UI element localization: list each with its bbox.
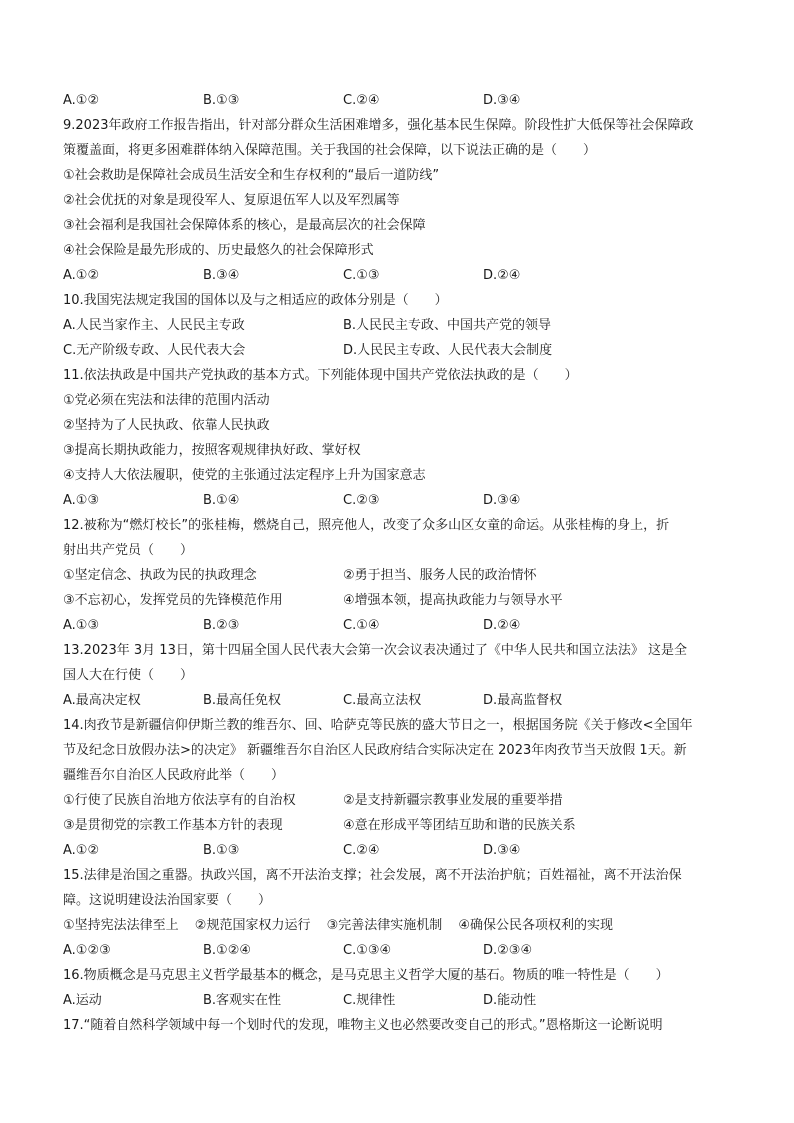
question-stem: 10.我国宪法规定我国的国体以及与之相适应的政体分别是（ ） (63, 293, 448, 308)
options-row (63, 263, 735, 288)
question-stem: 射出共产党员（ ） (63, 543, 194, 558)
statement-row (63, 788, 735, 813)
question-stem: 11.依法执政是中国共产党执政的基本方式。下列能体现中国共产党依法执政的是（ ） (63, 368, 578, 383)
option-d[interactable]: D.③④ (483, 93, 521, 108)
option-a[interactable]: A.①② (63, 93, 100, 108)
statement-item: ②规范国家权力运行 (194, 918, 311, 933)
option-b[interactable]: B.最高任免权 (203, 693, 282, 708)
option-a[interactable]: A.①③ (63, 618, 100, 633)
question-stem: 疆维吾尔自治区人民政府此举（ ） (63, 768, 285, 783)
statement-item: ④意在形成平等团结互助和谐的民族关系 (343, 818, 576, 833)
option-c[interactable]: C.无产阶级专政、人民代表大会 (63, 343, 246, 358)
statement-row (63, 563, 735, 588)
option-b[interactable]: B.人民民主专政、中国共产党的领导 (343, 318, 552, 333)
statement-item: ③完善法律实施机制 (326, 918, 443, 933)
question-stem: 14.肉孜节是新疆信仰伊斯兰教的维吾尔、回、哈萨克等民族的盛大节日之一，根据国务院《关于修改<全国年 (63, 718, 693, 733)
statement-item: ②社会优抚的对象是现役军人、复原退伍军人以及军烈属等 (63, 193, 400, 208)
option-d[interactable]: D.②③④ (483, 943, 533, 958)
option-d[interactable]: D.能动性 (483, 993, 537, 1008)
statement-item: ③提高长期执政能力，按照客观规律执好政、掌好权 (63, 443, 361, 458)
statement-item: ②是支持新疆宗教事业发展的重要举措 (343, 793, 563, 808)
statement-item: ①党必须在宪法和法律的范围内活动 (63, 393, 270, 408)
question-17 (63, 1013, 735, 1038)
option-c[interactable]: C.②③ (343, 493, 380, 508)
statement-item: ①社会救助是保障社会成员生活安全和生存权利的“最后一道防线” (63, 168, 440, 183)
question-stem: 16.物质概念是马克思主义哲学最基本的概念，是马克思主义哲学大厦的基石。物质的唯一特性是（ ） (63, 968, 669, 983)
statement-item: ①行使了民族自治地方依法享有的自治权 (63, 793, 296, 808)
statement-item: ④社会保险是最先形成的、历史最悠久的社会保障形式 (63, 243, 374, 258)
statement-item: ②勇于担当、服务人民的政治情怀 (343, 568, 537, 583)
statement-item: ①坚定信念、执政为民的执政理念 (63, 568, 257, 583)
option-d[interactable]: D.③④ (483, 493, 521, 508)
statement-item: ④增强本领，提高执政能力与领导水平 (343, 593, 563, 608)
question-stem: 15.法律是治国之重器。执政兴国，离不开法治支撑；社会发展，离不开法治护航；百姓福祉，离不开法治保 (63, 868, 682, 883)
question-13 (63, 638, 735, 713)
option-c[interactable]: C.②④ (343, 93, 380, 108)
statement-item: ④支持人大依法履职，使党的主张通过法定程序上升为国家意志 (63, 468, 426, 483)
question-stem: 13.2023年 3月 13日，第十四届全国人民代表大会第一次会议表决通过了《中华人民共和国立法法》 这是全 (63, 643, 687, 658)
option-b[interactable]: B.客观实在性 (203, 993, 282, 1008)
option-c[interactable]: C.①④ (343, 618, 380, 633)
question-stem: 17.“随着自然科学领域中每一个划时代的发现，唯物主义也必然要改变自己的形式。”恩格斯这一论断说明 (63, 1018, 663, 1033)
option-b[interactable]: B.①④ (203, 493, 240, 508)
options-row (63, 688, 735, 713)
option-c[interactable]: C.②④ (343, 843, 380, 858)
question-stem: 国人大在行使（ ） (63, 668, 194, 683)
option-a[interactable]: A.①②③ (63, 943, 111, 958)
question-stem: 策覆盖面，将更多困难群体纳入保障范围。关于我国的社会保障，以下说法正确的是（ ） (63, 143, 597, 158)
question-9 (63, 113, 735, 288)
option-b[interactable]: B.①③ (203, 93, 240, 108)
option-b[interactable]: B.①③ (203, 843, 240, 858)
question-16 (63, 963, 735, 1013)
options-row (63, 488, 735, 513)
question-12 (63, 513, 735, 638)
option-c[interactable]: C.规律性 (343, 993, 396, 1008)
option-a[interactable]: A.①③ (63, 493, 100, 508)
options-row (63, 938, 735, 963)
option-d[interactable]: D.②④ (483, 618, 521, 633)
option-d[interactable]: D.最高监督权 (483, 693, 563, 708)
question-stem: 9.2023年政府工作报告指出，针对部分群众生活困难增多，强化基本民生保障。阶段性扩大低保等社会保障政 (63, 118, 694, 133)
option-a[interactable]: A.①② (63, 268, 100, 283)
question-stem: 节及纪念日放假办法>的决定》 新疆维吾尔自治区人民政府结合实际决定在 2023年肉孜节当天放假 1天。新 (63, 743, 687, 758)
question-10 (63, 288, 735, 363)
statement-item: ②坚持为了人民执政、依靠人民执政 (63, 418, 270, 433)
question-stem: 12.被称为“燃灯校长”的张桂梅，燃烧自己，照亮他人，改变了众多山区女童的命运。从张桂梅的身上，折 (63, 518, 670, 533)
question-stem: 障。这说明建设法治国家要（ ） (63, 893, 272, 908)
question-14 (63, 713, 735, 863)
question-11 (63, 363, 735, 513)
options-row (63, 338, 735, 363)
option-c[interactable]: C.①③ (343, 268, 380, 283)
statement-row (63, 588, 735, 613)
statement-item: ③不忘初心，发挥党员的先锋模范作用 (63, 593, 283, 608)
options-row (63, 988, 735, 1013)
top-options-row (63, 88, 735, 113)
option-c[interactable]: C.①③④ (343, 943, 392, 958)
option-a[interactable]: A.最高决定权 (63, 693, 141, 708)
option-a[interactable]: A.人民当家作主、人民民主专政 (63, 318, 245, 333)
statement-item: ④确保公民各项权利的实现 (458, 918, 614, 933)
statement-item: ①坚持宪法法律至上 (63, 918, 179, 933)
question-15 (63, 863, 735, 963)
option-a[interactable]: A.运动 (63, 993, 102, 1008)
option-d[interactable]: D.人民民主专政、人民代表大会制度 (343, 343, 553, 358)
option-a[interactable]: A.①② (63, 843, 100, 858)
options-row (63, 313, 735, 338)
statement-row (63, 913, 735, 938)
statement-row (63, 813, 735, 838)
option-b[interactable]: B.①②④ (203, 943, 252, 958)
option-b[interactable]: B.③④ (203, 268, 240, 283)
option-c[interactable]: C.最高立法权 (343, 693, 422, 708)
statement-item: ③社会福利是我国社会保障体系的核心，是最高层次的社会保障 (63, 218, 426, 233)
option-d[interactable]: D.②④ (483, 268, 521, 283)
options-row (63, 613, 735, 638)
option-b[interactable]: B.②③ (203, 618, 240, 633)
options-row (63, 838, 735, 863)
question-list (63, 88, 735, 1038)
statement-item: ③是贯彻党的宗教工作基本方针的表现 (63, 818, 283, 833)
option-d[interactable]: D.③④ (483, 843, 521, 858)
